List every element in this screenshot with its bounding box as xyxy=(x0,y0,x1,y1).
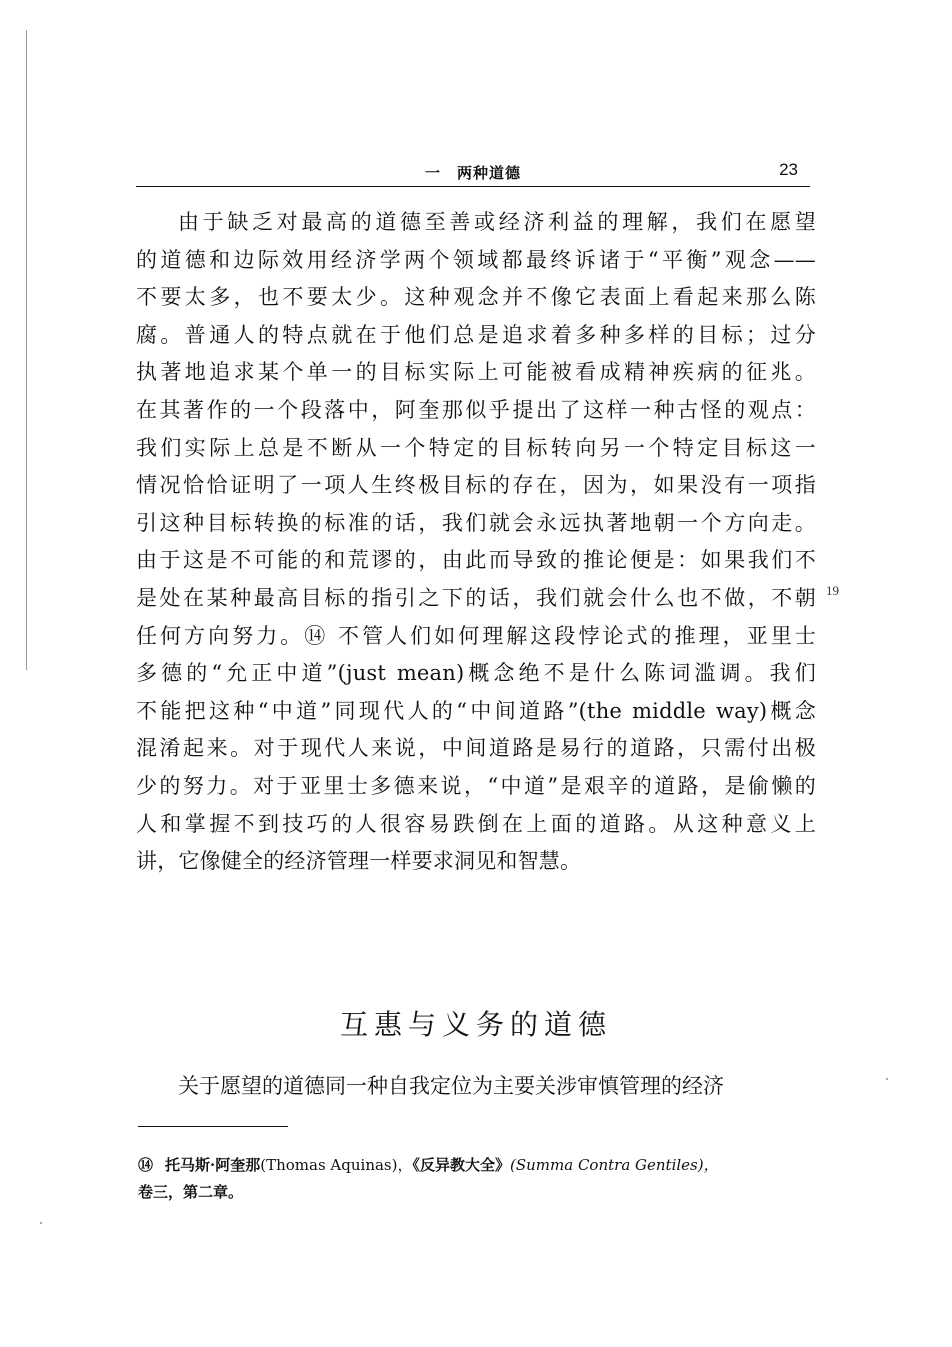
section-title: 互惠与义务的道德 xyxy=(339,1008,612,1042)
footnote-work: 《反异教大全》 xyxy=(412,1156,510,1174)
text-line: 是处在某种最高目标的指引之下的话，我们就会什么也不做，不朝 xyxy=(136,585,816,610)
text-line: 讲，它像健全的经济管理一样要求洞见和智慧。 xyxy=(136,849,582,874)
text-line: 腐。普通人的特点就在于他们总是追求着多种多样的目标；过分 xyxy=(136,322,816,347)
next-paragraph: 关于愿望的道德同一种自我定位为主要关涉审慎管理的经济 xyxy=(178,1074,724,1098)
text-line: 由于这是不可能的和荒谬的，由此而导致的推论便是：如果我们不 xyxy=(136,548,816,573)
text-line: 引这种目标转换的标准的话，我们就会永远执著地朝一个方向走。 xyxy=(136,510,816,535)
text-line: 执著地追求某个单一的目标实际上可能被看成精神疾病的征兆。 xyxy=(136,360,816,385)
text-line: 人和掌握不到技巧的人很容易跌倒在上面的道路。从这种意义上 xyxy=(136,811,816,836)
running-title: 一 两种道德 xyxy=(424,164,521,182)
footnote-author-latin: (Thomas Aquinas)， xyxy=(260,1156,413,1174)
scan-margin-line xyxy=(26,30,27,670)
text-line: 由于缺乏对最高的道德至善或经济利益的理解，我们在愿望 xyxy=(178,210,816,234)
scan-speck xyxy=(40,1222,42,1224)
body-paragraph xyxy=(136,204,816,881)
footnote-mark: ⑭ xyxy=(138,1156,154,1174)
footnote-work-latin: (Summa Contra Gentiles)， xyxy=(510,1156,719,1174)
footnote xyxy=(138,1152,818,1206)
text-line: 混淆起来。对于现代人来说，中间道路是易行的道路，只需付出极 xyxy=(136,736,816,761)
text-line: 我们实际上总是不断从一个特定的目标转向另一个特定目标这一 xyxy=(136,435,816,460)
text-line: 不要太多，也不要太少。这种观念并不像它表面上看起来那么陈 xyxy=(136,285,816,310)
footnote-locator: 卷三，第二章。 xyxy=(138,1183,244,1201)
text-line: 少的努力。对于亚里士多德来说，“中道”是艰辛的道路，是偷懒的 xyxy=(136,773,816,798)
text-line: 不能把这种“中道”同现代人的“中间道路”(the middle way)概念 xyxy=(136,698,816,723)
footnote-line xyxy=(138,1152,818,1179)
text-line: 的道德和边际效用经济学两个领域都最终诉诸于“平衡”观念—— xyxy=(136,247,816,272)
scan-speck xyxy=(886,1078,888,1080)
text-line: 情况恰恰证明了一项人生终极目标的存在，因为，如果没有一项指 xyxy=(136,473,816,498)
footnote-author: 托马斯·阿奎那 xyxy=(165,1156,261,1174)
text-line: 任何方向努力。⑭ 不管人们如何理解这段悖论式的推理，亚里士 xyxy=(136,623,816,648)
text-line: 多德的“允正中道”(just mean)概念绝不是什么陈词滥调。我们 xyxy=(136,661,816,686)
footnote-divider xyxy=(138,1126,288,1127)
page-number: 23 xyxy=(779,160,798,179)
running-header xyxy=(136,158,810,187)
margin-page-reference: 19 xyxy=(826,583,839,598)
text-line: 在其著作的一个段落中，阿奎那似乎提出了这样一种古怪的观点： xyxy=(136,397,816,422)
